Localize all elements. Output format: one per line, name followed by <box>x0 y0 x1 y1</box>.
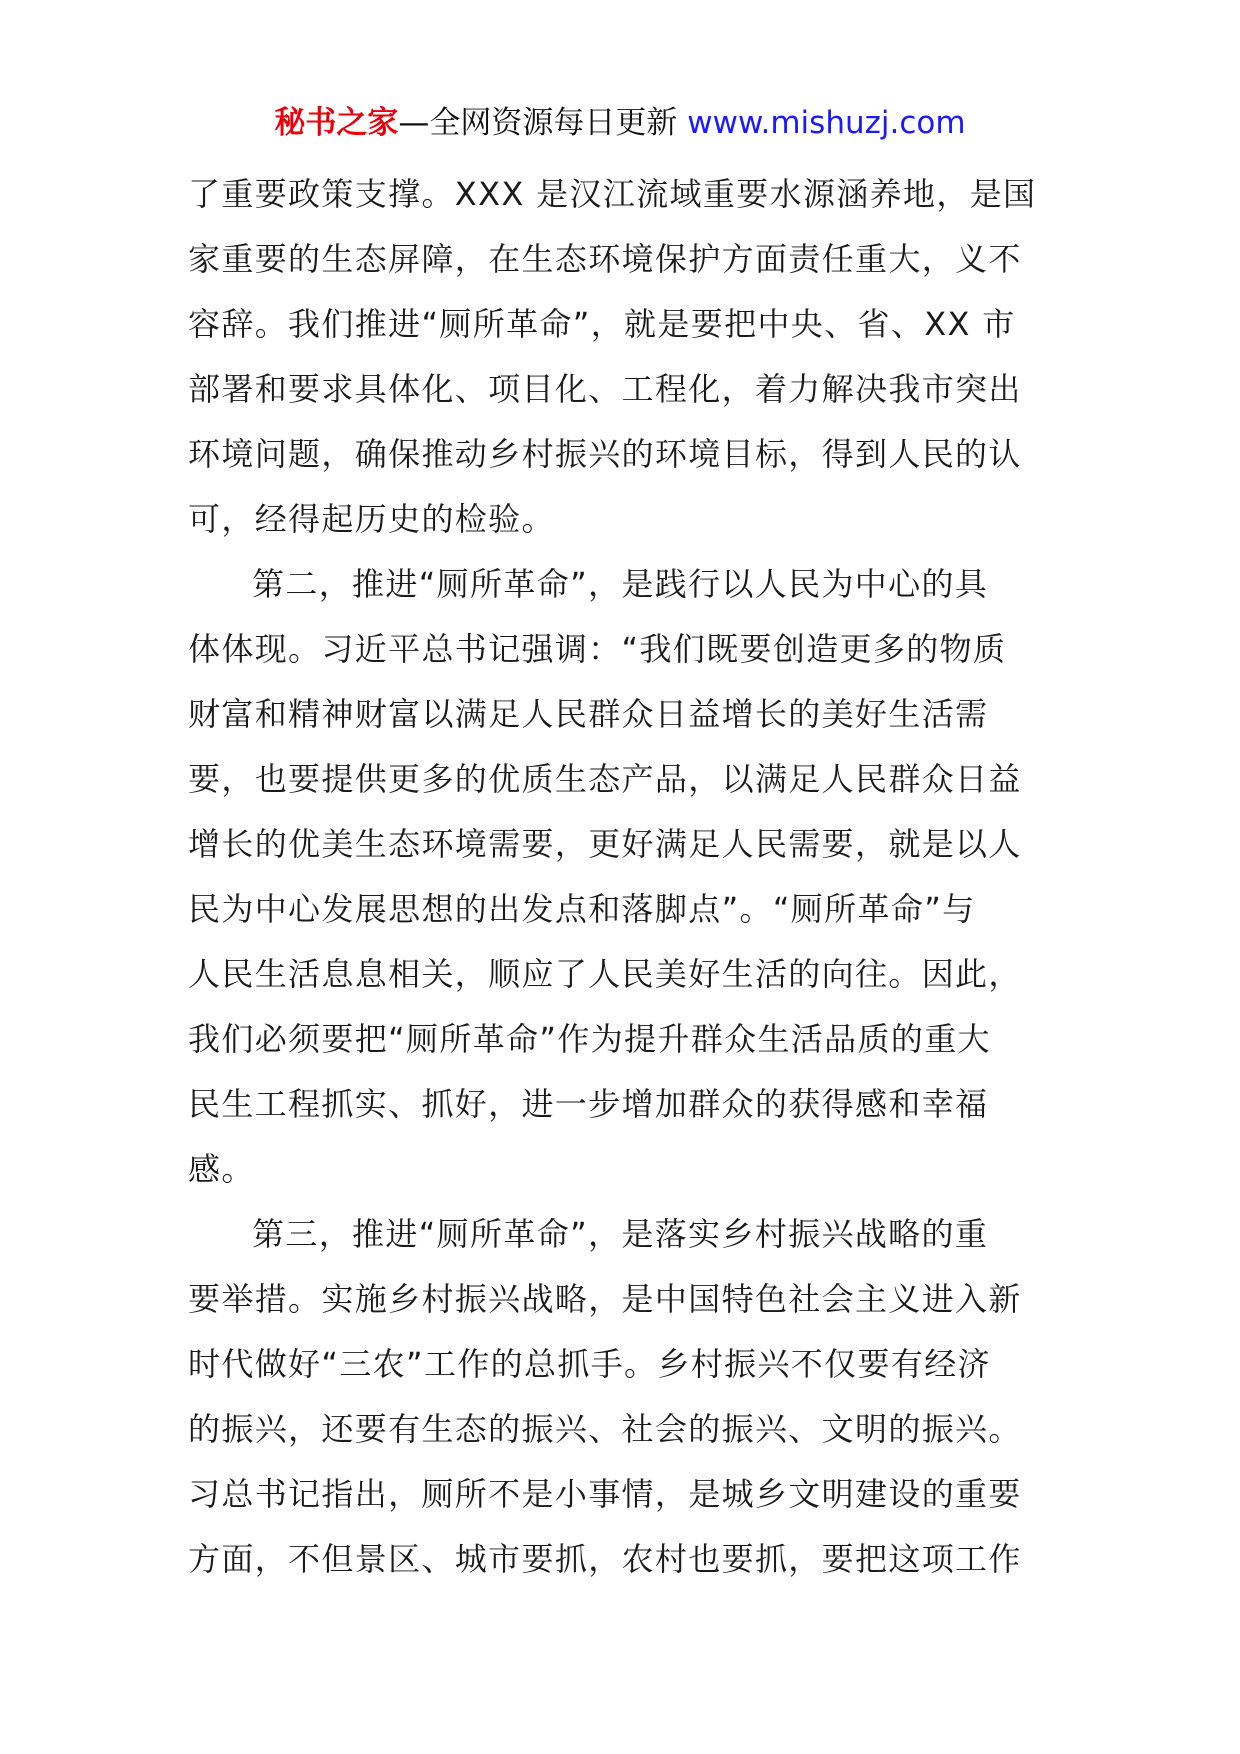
brand-name: 秘书之家 <box>274 105 399 141</box>
text-line: 环境问题，确保推动乡村振兴的环境目标，得到人民的认 <box>188 435 1022 473</box>
paragraph-start-line: 第三，推进“厕所革命”，是落实乡村振兴战略的重 <box>252 1215 989 1253</box>
text-line: 部署和要求具体化、项目化、工程化，着力解决我市突出 <box>188 370 1022 408</box>
text-line: 的振兴，还要有生态的振兴、社会的振兴、文明的振兴。 <box>188 1410 1022 1448</box>
text-line: 习总书记指出，厕所不是小事情，是城乡文明建设的重要 <box>188 1475 1022 1513</box>
text-line: 财富和精神财富以满足人民群众日益增长的美好生活需 <box>188 695 989 733</box>
text-line: 家重要的生态屏障，在生态环境保护方面责任重大，义不 <box>188 240 1022 278</box>
site-url-link[interactable]: www.mishuzj.com <box>687 105 966 141</box>
paragraph-start-line: 第二，推进“厕所革命”，是践行以人民为中心的具 <box>252 565 989 603</box>
document-body <box>188 162 1058 1592</box>
text-line: 感。 <box>188 1150 255 1188</box>
text-line: 要，也要提供更多的优质生态产品，以满足人民群众日益 <box>188 760 1022 798</box>
text-line: 方面，不但景区、城市要抓，农村也要抓，要把这项工作 <box>188 1540 1022 1578</box>
text-line: 人民生活息息相关，顺应了人民美好生活的向往。因此， <box>188 955 1022 993</box>
text-line: 增长的优美生态环境需要，更好满足人民需要，就是以人 <box>188 825 1022 863</box>
text-line: 我们必须要把“厕所革命”作为提升群众生活品质的重大 <box>188 1020 991 1058</box>
text-line: 民生工程抓实、抓好，进一步增加群众的获得感和幸福 <box>188 1085 989 1123</box>
text-line: 民为中心发展思想的出发点和落脚点”。“厕所革命”与 <box>188 890 976 928</box>
text-line: 了重要政策支撑。XXX 是汉江流域重要水源涵养地，是国 <box>188 175 1037 213</box>
text-line: 体体现。习近平总书记强调：“我们既要创造更多的物质 <box>188 630 1007 668</box>
text-line: 时代做好“三农”工作的总抓手。乡村振兴不仅要有经济 <box>188 1345 991 1383</box>
header-tagline: —全网资源每日更新 <box>398 105 678 141</box>
site-header <box>0 101 1240 145</box>
text-line: 要举措。实施乡村振兴战略，是中国特色社会主义进入新 <box>188 1280 1022 1318</box>
text-line: 容辞。我们推进“厕所革命”，就是要把中央、省、XX 市 <box>188 305 1016 343</box>
text-line: 可，经得起历史的检验。 <box>188 500 555 538</box>
